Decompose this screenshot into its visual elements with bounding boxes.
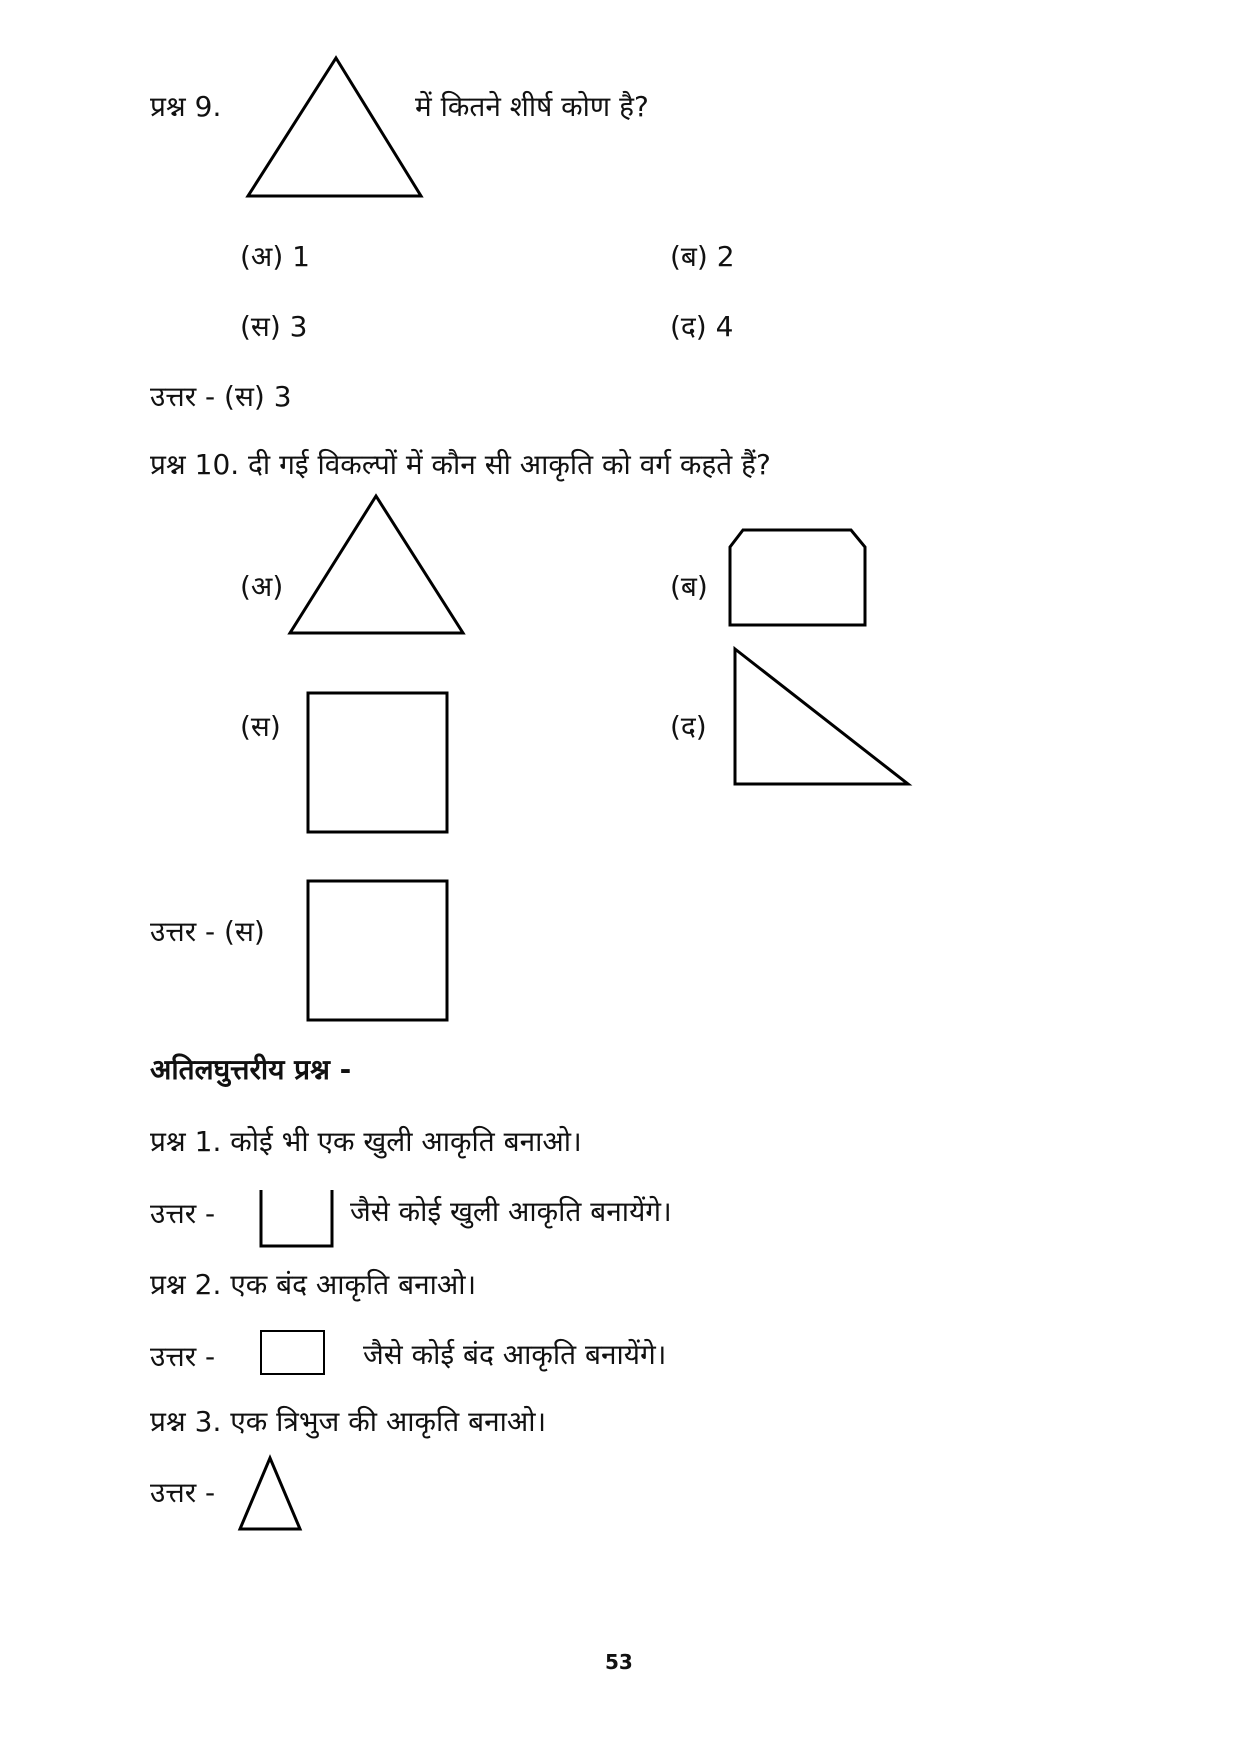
q10-option-a-label: (अ) — [240, 570, 284, 603]
q10-question: प्रश्न 10. दी गई विकल्पों में कौन सी आकृति को वर्ग कहते हैं? — [150, 448, 771, 481]
closed-shape-figure — [258, 1328, 328, 1378]
q10-answer-square — [305, 878, 450, 1023]
short-q1-question: प्रश्न 1. कोई भी एक खुली आकृति बनाओ। — [150, 1125, 582, 1158]
q10-option-b-clipped-rectangle — [725, 525, 870, 630]
q9-option-c: (स) 3 — [240, 310, 308, 343]
page-number: 53 — [605, 1650, 633, 1674]
q9-answer: उत्तर - (स) 3 — [150, 380, 292, 413]
short-q1-answer-text: जैसे कोई खुली आकृति बनायेंगे। — [350, 1195, 672, 1228]
q10-option-b-label: (ब) — [670, 570, 708, 603]
q9-option-b: (ब) 2 — [670, 240, 735, 273]
short-q1-answer-prefix: उत्तर - — [150, 1197, 216, 1230]
triangle-answer-figure — [236, 1455, 306, 1535]
q9-label: प्रश्न 9. — [150, 90, 222, 123]
q10-answer: उत्तर - (स) — [150, 915, 265, 948]
short-q2-question: प्रश्न 2. एक बंद आकृति बनाओ। — [150, 1268, 477, 1301]
q10-option-c-square — [305, 690, 450, 835]
q9-option-a: (अ) 1 — [240, 240, 310, 273]
section-heading: अतिलघुत्तरीय प्रश्न - — [150, 1053, 352, 1086]
q9-triangle-figure — [240, 55, 430, 205]
q9-option-d: (द) 4 — [670, 310, 734, 343]
q10-option-d-label: (द) — [670, 710, 707, 743]
short-q2-answer-prefix: उत्तर - — [150, 1340, 216, 1373]
short-q3-answer-prefix: उत्तर - — [150, 1476, 216, 1509]
q10-option-a-triangle — [285, 490, 475, 640]
short-q2-answer-text: जैसे कोई बंद आकृति बनायेंगे। — [363, 1338, 667, 1371]
short-q3-question: प्रश्न 3. एक त्रिभुज की आकृति बनाओ। — [150, 1405, 547, 1438]
q10-option-d-right-triangle — [730, 645, 915, 790]
q10-option-c-label: (स) — [240, 710, 281, 743]
q9-question-text: में कितने शीर्ष कोण है? — [415, 90, 649, 123]
open-shape-figure — [258, 1188, 338, 1250]
